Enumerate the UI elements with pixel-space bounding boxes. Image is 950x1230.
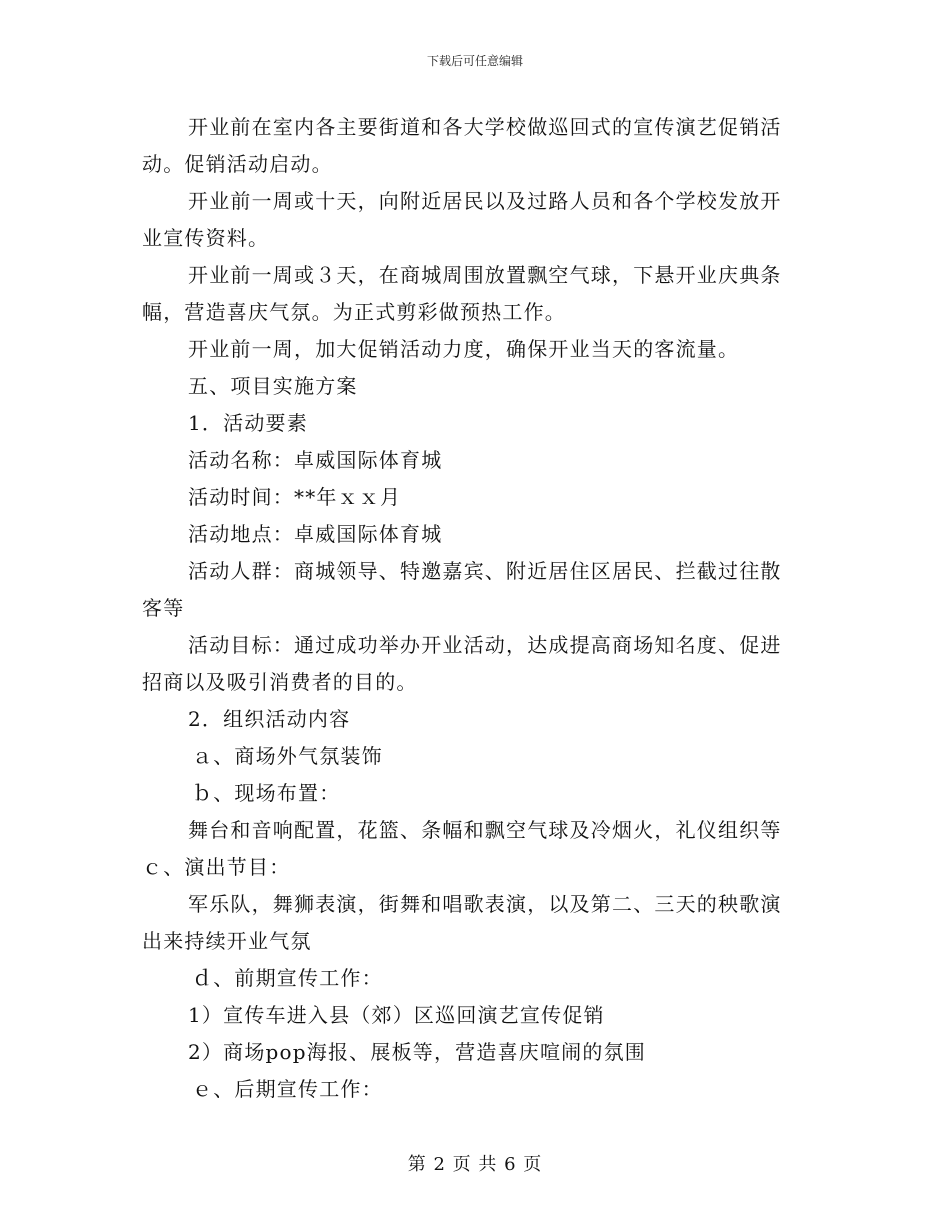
paragraph-line: 幅，营造喜庆气氛。为正式剪彩做预热工作。: [142, 300, 566, 324]
subsection-heading: 2．组织活动内容: [188, 707, 351, 731]
section-heading: 五、项目实施方案: [188, 374, 358, 398]
paragraph-line: 动。促销活动启动。: [142, 152, 333, 176]
list-item: ｅ、后期宣传工作：: [192, 1077, 383, 1101]
list-item: ａ、商场外气氛装饰: [192, 744, 383, 768]
paragraph-line: 开业前一周，加大促销活动力度，确保开业当天的客流量。: [188, 337, 740, 361]
paragraph-line: 开业前一周或３天，在商城周围放置飘空气球，下悬开业庆典条: [188, 263, 782, 287]
document-body: [142, 109, 802, 1108]
paragraph-line: 业宣传资料。: [142, 226, 270, 250]
paragraph-line: 出来持续开业气氛: [142, 929, 312, 953]
activity-time-line: 活动时间：**年ｘｘ月: [188, 485, 402, 509]
activity-location-line: 活动地点：卓威国际体育城: [188, 522, 443, 546]
page-header: 下载后可任意编辑: [426, 54, 523, 68]
page-footer: 第 2 页 共 6 页: [407, 1154, 543, 1175]
list-item: ｄ、前期宣传工作：: [192, 966, 383, 990]
activity-goal-line: 活动目标：通过成功举办开业活动，达成提高商场知名度、促进: [188, 633, 782, 657]
numbered-item: 2）商场pop海报、展板等，营造喜庆喧闹的氛围: [188, 1040, 646, 1064]
paragraph-line: 军乐队，舞狮表演，街舞和唱歌表演，以及第二、三天的秧歌演: [188, 892, 782, 916]
subsection-heading: 1．活动要素: [188, 411, 308, 435]
list-item: ｃ、演出节目：: [142, 855, 291, 879]
activity-audience-line: 活动人群：商城领导、特邀嘉宾、附近居住区居民、拦截过往散: [188, 559, 782, 583]
paragraph-line: 舞台和音响配置，花篮、条幅和飘空气球及冷烟火，礼仪组织等: [188, 818, 782, 842]
paragraph-line: 客等: [142, 596, 185, 620]
activity-name-line: 活动名称：卓威国际体育城: [188, 448, 443, 472]
paragraph-line: 招商以及吸引消费者的目的。: [142, 670, 418, 694]
paragraph-line: 开业前在室内各主要街道和各大学校做巡回式的宣传演艺促销活: [188, 115, 782, 139]
list-item: ｂ、现场布置：: [192, 781, 341, 805]
paragraph-line: 开业前一周或十天，向附近居民以及过路人员和各个学校发放开: [188, 189, 782, 213]
numbered-item: 1）宣传车进入县（郊）区巡回演艺宣传促销: [188, 1003, 605, 1027]
